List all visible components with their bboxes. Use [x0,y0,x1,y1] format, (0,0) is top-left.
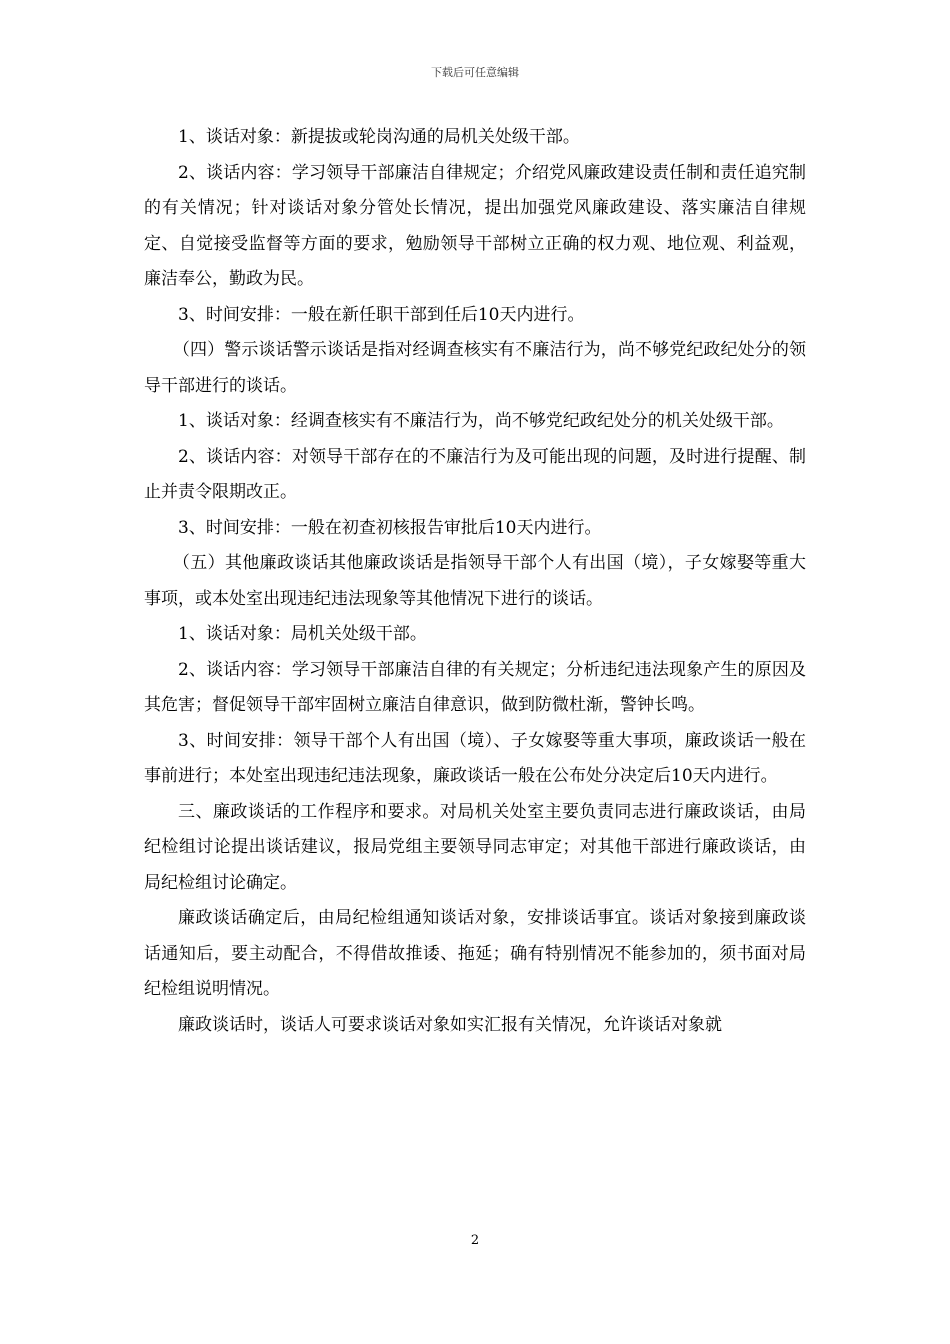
document-body [144,120,806,1043]
paragraph-procedure-notice: 廉政谈话确定后，由局纪检组通知谈话对象，安排谈话事宜。谈话对象接到廉政谈话通知后，要主动配合，不得借故推诿、拖延；确有特别情况不能参加的，须书面对局纪检组说明情况。 [144,908,806,999]
section-procedure: 三、廉政谈话的工作程序和要求。对局机关处室主要负责同志进行廉政谈话，由局纪检组讨论提出谈话建议，报局党组主要领导同志审定；对其他干部进行廉政谈话，由局纪检组讨论确定。 [144,801,806,893]
section-other-talk: （五）其他廉政谈话其他廉政谈话是指领导干部个人有出国（境），子女嫁娶等重大事项，或本处室出现违纪违法现象等其他情况下进行的谈话。 [144,553,806,609]
paragraph-content-other: 2、谈话内容：学习领导干部廉洁自律的有关规定；分析违纪违法现象产生的原因及其危害；督促领导干部牢固树立廉洁自律意识，做到防微杜渐，警钟长鸣。 [144,659,806,715]
paragraph-schedule-new-cadres: 3、时间安排：一般在新任职干部到任后10天内进行。 [178,304,585,325]
paragraph-target-other: 1、谈话对象：局机关处级干部。 [178,624,427,644]
paragraph-target-new-cadres: 1、谈话对象：新提拔或轮岗沟通的局机关处级干部。 [178,127,580,147]
paragraph-schedule-other: 3、时间安排：领导干部个人有出国（境）、子女嫁娶等重大事项，廉政谈话一般在事前进行；本处室出现违纪违法现象，廉政谈话一般在公布处分决定后10天内进行。 [144,730,806,786]
paragraph-target-warning: 1、谈话对象：经调查核实有不廉洁行为，尚不够党纪政纪处分的机关处级干部。 [178,411,784,431]
paragraph-content-new-cadres: 2、谈话内容：学习领导干部廉洁自律规定；介绍党风廉政建设责任制和责任追究制的有关情况；针对谈话对象分管处长情况，提出加强党风廉政建设、落实廉洁自律规定、自觉接受监督等方面的要求，勉励领导干部树立正确的权力观、地位观、利益观，廉洁奉公，勤政为民。 [144,162,806,289]
paragraph-content-warning: 2、谈话内容：对领导干部存在的不廉洁行为及可能出现的问题，及时进行提醒、制止并责令限期改正。 [144,446,806,502]
page-header: 下载后可任意编辑 [431,66,519,79]
paragraph-procedure-talk: 廉政谈话时，谈话人可要求谈话对象如实汇报有关情况，允许谈话对象就 [178,1014,722,1035]
page-number: 2 [470,1233,480,1248]
paragraph-schedule-warning: 3、时间安排：一般在初查初核报告审批后10天内进行。 [178,517,602,538]
section-warning-talk: （四）警示谈话警示谈话是指对经调查核实有不廉洁行为，尚不够党纪政纪处分的领导干部进行的谈话。 [144,340,806,396]
